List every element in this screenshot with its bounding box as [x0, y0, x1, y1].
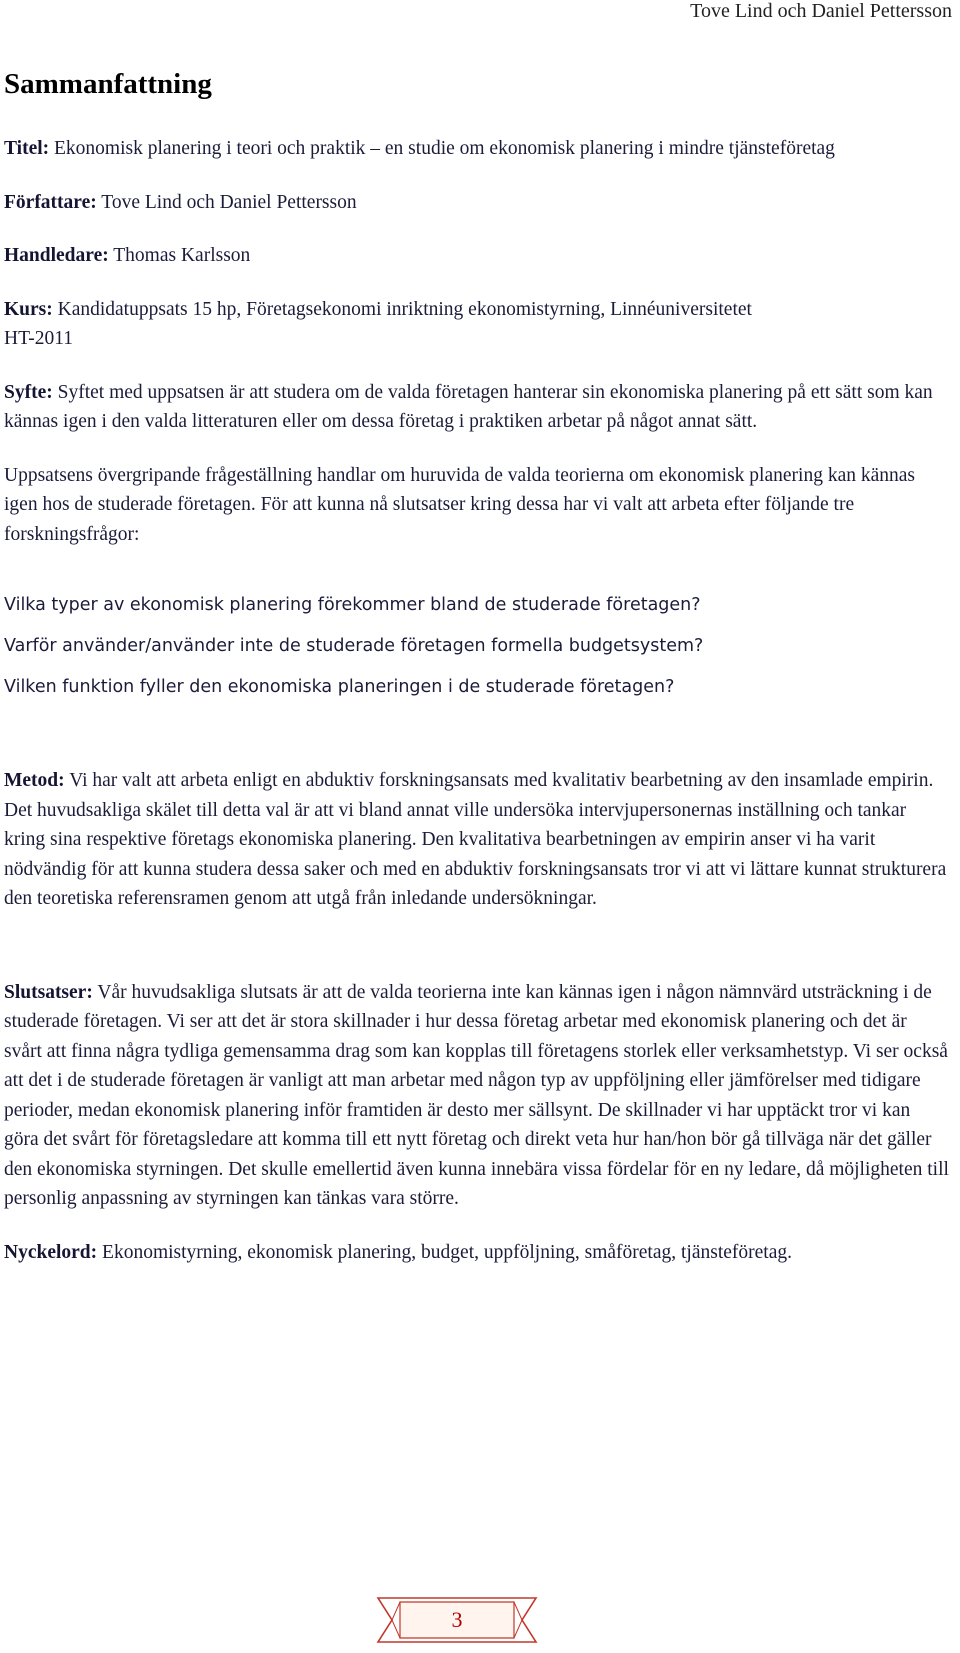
research-question: Vilken funktion fyller den ekonomiska planeringen i de studerade företagen?	[4, 677, 675, 697]
page-title: Sammanfattning	[4, 68, 212, 100]
field-title: Titel: Ekonomisk planering i teori och praktik – en studie om ekonomisk planering i mindre tjänsteföretag	[4, 138, 835, 159]
overview-paragraph: Uppsatsens övergripande frågeställning handlar om huruvida de valda teorierna om ekonomisk planering kan kännas igen hos de studerade företagen. För att kunna nå slutsatser kring dessa har vi valt att arbeta efter följande tre forskningsfrågor:	[4, 464, 915, 545]
research-questions	[4, 591, 949, 702]
research-question: Vilka typer av ekonomisk planering förekommer bland de studerade företagen?	[4, 595, 701, 615]
method-paragraph: Metod: Vi har valt att arbeta enligt en abduktiv forskningsansats med kvalitativ bearbetning av den insamlade empirin. Det huvudsakliga skälet till detta val är att vi bland annat ville undersöka intervjupersonernas inställning och tankar kring sina respektive företags ekonomiska planering. Den kvalitativa bearbetningen av empirin anser vi ha varit nödvändig för att kunna studera dessa saker och med en abduktiv forskningsansats tror vi att vi lättare kunnat strukturera den teoretiska referensramen genom att utgå från inledande undersökningar.	[4, 770, 947, 909]
page-number-ribbon	[376, 1592, 538, 1648]
keywords-paragraph: Nyckelord: Ekonomistyrning, ekonomisk planering, budget, uppföljning, småföretag, tjänsteföretag.	[4, 1241, 792, 1263]
field-author: Författare: Tove Lind och Daniel Pettersson	[4, 191, 357, 213]
conclusions-paragraph: Slutsatser: Vår huvudsakliga slutsats är att de valda teorierna inte kan kännas igen i någon nämnvärd utsträckning i de studerade företagen. Vi ser att det är stora skillnader i hur dessa företag arbetar med ekonomisk planering och det är svårt att finna några tydliga gemensamma drag som kan kopplas till företagens storlek eller verksamhetstyp. Vi ser också att det i de studerade företagen är vanligt att man arbetar med någon typ av uppföljning eller jämförelser med tidigare perioder, medan ekonomisk planering inför framtiden är desto mer sällsynt. De skillnader vi har upptäckt tror vi kan göra det svårt för företagsledare att komma till ett nytt företag och direkt veta hur han/hon bör gå tillväga när det gäller den ekonomiska styrningen. Det skulle emellertid även kunna innebära vissa fördelar för en ny ledare, då möjligheten till personlig anpassning av styrningen kan tänkas vara större.	[4, 981, 949, 1209]
field-supervisor: Handledare: Thomas Karlsson	[4, 245, 251, 266]
field-course: Kurs: Kandidatuppsats 15 hp, Företagsekonomi inriktning ekonomistyrning, Linnéuniversitetet HT-2011	[4, 298, 752, 349]
page-number: 3	[451, 1607, 463, 1632]
running-header: Tove Lind och Daniel Pettersson	[690, 0, 952, 22]
research-question: Varför använder/använder inte de studerade företagen formella budgetsystem?	[4, 636, 704, 656]
abstract-body	[4, 134, 949, 1267]
field-purpose: Syfte: Syftet med uppsatsen är att studera om de valda företagen hanterar sin ekonomiska planering på ett sätt som kan kännas igen i den valda litteraturen eller om dessa företag i praktiken arbetar på något annat sätt.	[4, 381, 933, 432]
